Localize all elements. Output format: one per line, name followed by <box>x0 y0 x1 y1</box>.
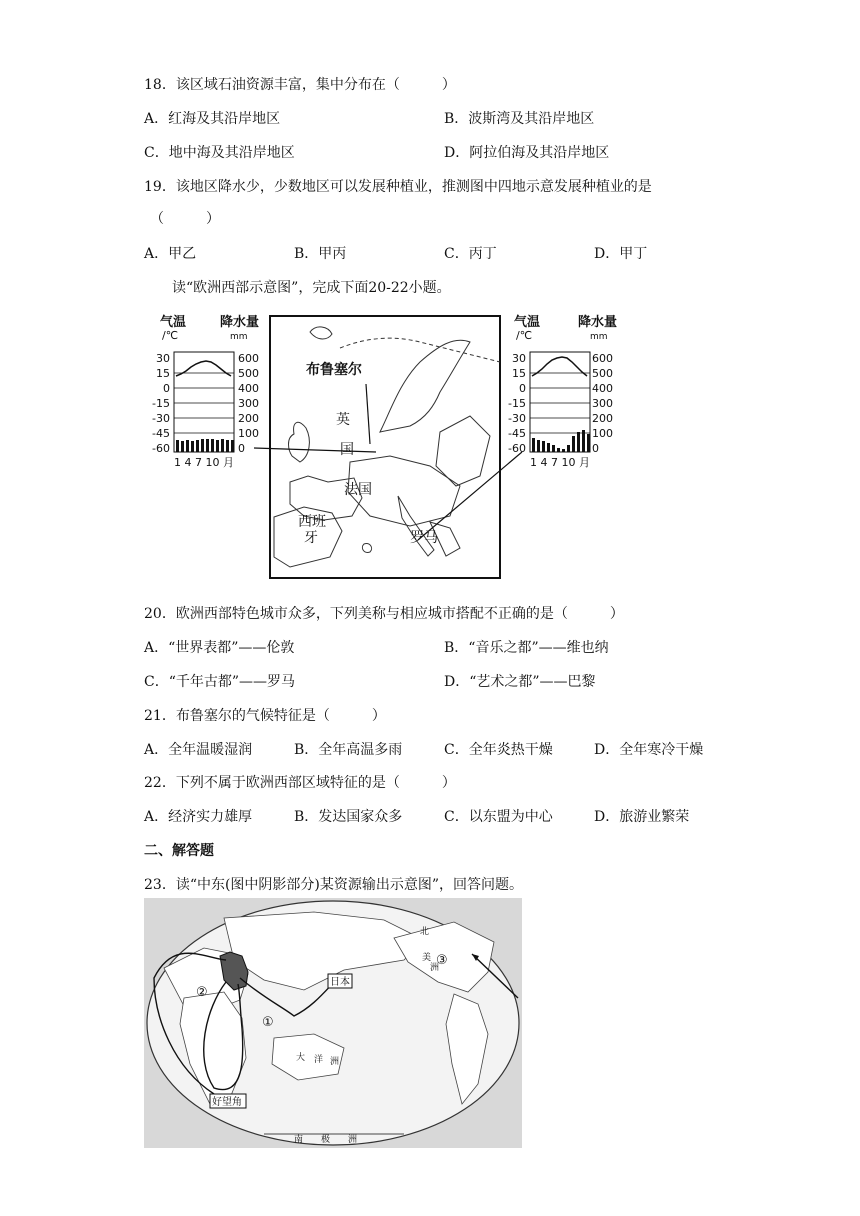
q22-stem: 22．下列不属于欧洲西部区域特征的是（ ） <box>144 775 456 791</box>
q18-option-c: C．地中海及其沿岸地区 <box>144 145 295 161</box>
svg-text:-15: -15 <box>508 397 526 410</box>
svg-text:300: 300 <box>592 397 613 410</box>
svg-text:500: 500 <box>238 367 259 380</box>
left-climate-chart <box>152 314 259 469</box>
q22-option-b: B．发达国家众多 <box>294 809 403 825</box>
svg-text:洲: 洲 <box>430 963 440 973</box>
svg-text:300: 300 <box>238 397 259 410</box>
svg-text:0: 0 <box>592 442 599 455</box>
q19-option-b: B．甲丙 <box>294 246 347 262</box>
svg-text:-60: -60 <box>152 442 170 455</box>
q21-option-a: A．全年温暖湿润 <box>144 742 253 758</box>
right-climate-chart <box>508 314 617 469</box>
svg-text:15: 15 <box>512 367 526 380</box>
svg-text:-45: -45 <box>152 427 170 440</box>
label-antarctica: 南 极 洲 <box>294 1135 358 1145</box>
q18-stem: 18．该区域石油资源丰富，集中分布在（ ） <box>144 77 456 93</box>
q19-stem-cont: （ ） <box>150 211 220 227</box>
svg-text:100: 100 <box>592 427 613 440</box>
svg-text:-15: -15 <box>152 397 170 410</box>
q22-option-d: D．旅游业繁荣 <box>594 809 690 825</box>
q18-option-d: D．阿拉伯海及其沿岸地区 <box>444 145 610 161</box>
svg-text:-60: -60 <box>508 442 526 455</box>
label-france: 法国 <box>344 482 372 498</box>
svg-text:200: 200 <box>238 412 259 425</box>
svg-text:30: 30 <box>512 352 526 365</box>
svg-text:500: 500 <box>592 367 613 380</box>
svg-text:400: 400 <box>238 382 259 395</box>
svg-text:-45: -45 <box>508 427 526 440</box>
svg-text:600: 600 <box>238 352 259 365</box>
label-cape-good-hope: 好望角 <box>212 1097 242 1108</box>
left-prec-unit: mm <box>230 332 248 342</box>
left-prec-label: 降水量 <box>220 315 260 330</box>
q20-option-b: B．“音乐之都”——维也纳 <box>444 640 609 656</box>
left-temp-unit: /℃ <box>162 329 179 342</box>
left-temp-label: 气温 <box>160 315 187 330</box>
label-spain-2: 牙 <box>304 530 318 546</box>
svg-text:洋: 洋 <box>314 1055 324 1065</box>
label-rome: 罗马 <box>410 530 438 546</box>
q22-option-a: A．经济实力雄厚 <box>144 809 253 825</box>
q19-option-c: C．丙丁 <box>444 246 497 262</box>
label-spain-1: 西班 <box>298 514 326 530</box>
q21-option-c: C．全年炎热干燥 <box>444 742 553 758</box>
svg-text:美: 美 <box>422 953 432 963</box>
svg-text:600: 600 <box>592 352 613 365</box>
right-temp-unit: /℃ <box>516 329 533 342</box>
label-uk-2: 国 <box>340 442 354 458</box>
right-prec-unit: mm <box>590 332 608 342</box>
marker-1: ① <box>262 1015 274 1030</box>
q19-stem: 19．该地区降水少，少数地区可以发展种植业，推测图中四地示意发展种植业的是 <box>144 179 652 195</box>
q21-stem: 21．布鲁塞尔的气候特征是（ ） <box>144 708 386 724</box>
svg-text:大: 大 <box>296 1053 306 1063</box>
svg-text:0: 0 <box>163 382 170 395</box>
svg-text:15: 15 <box>156 367 170 380</box>
svg-text:400: 400 <box>592 382 613 395</box>
label-brussels: 布鲁塞尔 <box>306 362 362 378</box>
q20-option-c: C．“千年古都”——罗马 <box>144 674 296 690</box>
label-uk-1: 英 <box>336 412 350 428</box>
q20-stem: 20．欧洲西部特色城市众多，下列美称与相应城市搭配不正确的是（ ） <box>144 606 624 622</box>
right-prec-label: 降水量 <box>578 315 618 330</box>
svg-text:200: 200 <box>592 412 613 425</box>
left-months: 1 4 7 10 月 <box>174 456 234 469</box>
svg-text:洲: 洲 <box>330 1057 340 1067</box>
q20-option-d: D．“艺术之都”——巴黎 <box>444 674 596 690</box>
middle-east-export-map <box>144 898 522 1148</box>
marker-3: ③ <box>436 953 448 968</box>
svg-text:北: 北 <box>420 927 430 937</box>
q20-option-a: A．“世界表都”——伦敦 <box>144 640 295 656</box>
q23-stem: 23．读“中东(图中阴影部分)某资源输出示意图”，回答问题。 <box>144 877 524 893</box>
right-months: 1 4 7 10 月 <box>530 456 590 469</box>
europe-west-figure <box>150 312 640 582</box>
svg-text:0: 0 <box>238 442 245 455</box>
right-temp-label: 气温 <box>514 315 541 330</box>
svg-text:0: 0 <box>519 382 526 395</box>
q19-option-d: D．甲丁 <box>594 246 648 262</box>
q18-option-a: A．红海及其沿岸地区 <box>144 111 281 127</box>
intro-20-22: 读“欧洲西部示意图”，完成下面20-22小题。 <box>172 280 451 296</box>
q21-option-d: D．全年寒冷干燥 <box>594 742 704 758</box>
q22-option-c: C．以东盟为中心 <box>444 809 553 825</box>
q21-option-b: B．全年高温多雨 <box>294 742 403 758</box>
q18-option-b: B．波斯湾及其沿岸地区 <box>444 111 595 127</box>
svg-text:-30: -30 <box>152 412 170 425</box>
section-heading: 二、解答题 <box>144 843 214 859</box>
svg-text:30: 30 <box>156 352 170 365</box>
svg-text:100: 100 <box>238 427 259 440</box>
q19-option-a: A．甲乙 <box>144 246 197 262</box>
svg-text:-30: -30 <box>508 412 526 425</box>
label-japan: 日本 <box>330 977 350 988</box>
marker-2: ② <box>196 985 208 1000</box>
